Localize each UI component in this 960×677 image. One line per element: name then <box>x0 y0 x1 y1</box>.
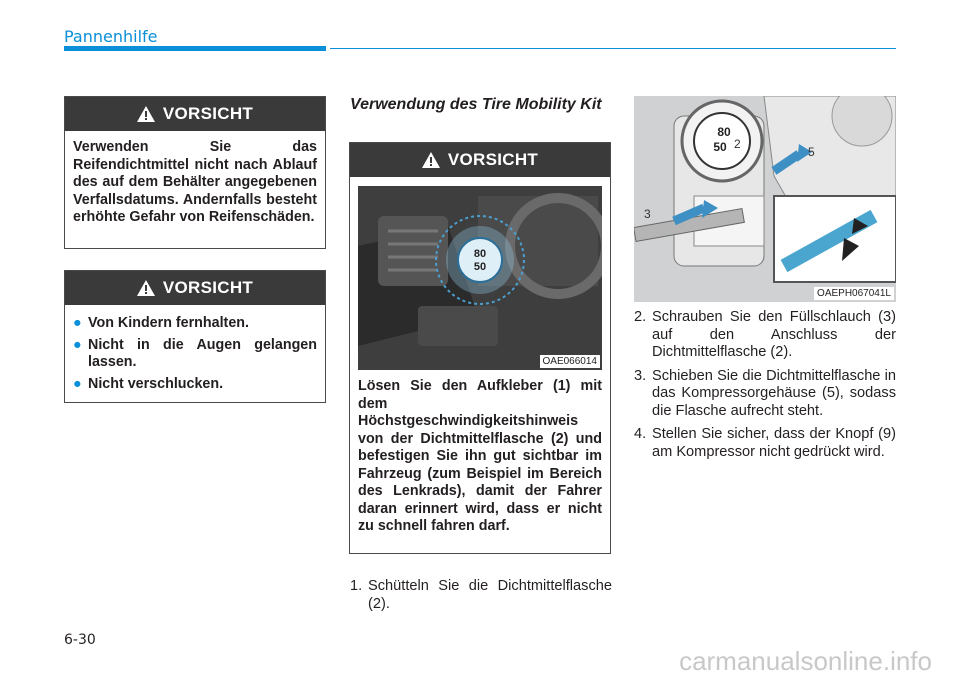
caution-title: VORSICHT <box>162 278 254 297</box>
list-item: ● Nicht in die Augen gelangen lassen. <box>73 336 317 370</box>
compressor-figure <box>634 96 896 302</box>
list-item: ● Von Kindern fernhalten. <box>73 315 249 331</box>
bullet-icon: ● <box>73 375 82 392</box>
callout-number: 5 <box>808 145 815 159</box>
list-item <box>634 309 896 362</box>
step-number: 2. <box>634 309 647 325</box>
section-title: Pannenhilfe <box>64 27 158 46</box>
watermark: carmanualsonline.info <box>679 646 932 676</box>
sticker-value: 50 <box>473 261 487 273</box>
warning-icon <box>137 280 155 296</box>
figure-code: OAEPH067041L <box>814 287 894 300</box>
caution-text: Verwenden Sie das Reifendichtmittel nicht nach Ablauf des auf dem Behälter angegebenen Verfallsdatums. Andernfalls besteht erhöhte Gefahr von Reifenschäden. <box>73 139 317 225</box>
bullet-icon: ● <box>73 315 82 331</box>
compressor-illustration <box>634 96 896 302</box>
list-item: ● Nicht verschlucken. <box>73 375 224 392</box>
step-list-1 <box>350 578 612 619</box>
step-number: 1. <box>350 578 363 594</box>
subheading: Verwendung des Tire Mobility Kit <box>350 96 602 113</box>
warning-icon <box>422 152 440 168</box>
step-number: 3. <box>634 367 647 384</box>
caution-box-sticker <box>349 142 611 554</box>
caution-header <box>350 143 610 177</box>
caution-list <box>73 315 317 393</box>
callout-number: 3 <box>644 207 651 221</box>
dashboard-illustration <box>358 186 602 370</box>
caution-header <box>65 97 325 131</box>
step-number: 4. <box>634 426 647 442</box>
list-item <box>634 426 896 461</box>
step-text: Schieben Sie die Dichtmittelflasche in das Kompressorgehäuse (5), sodass die Flasche aufrecht steht. <box>652 367 896 419</box>
list-item <box>634 368 896 421</box>
caution-text: Lösen Sie den Aufkleber (1) mit dem Höchstgeschwindigkeitshinweis von der Dichtmittelflasche (2) und befestigen Sie ihn gut sichtbar im Fahrzeug (zum Beispiel im Bereich des Lenkrads), damit der Fahrer daran erinnert wird, dass er nicht zu schnell fahren darf. <box>358 378 602 534</box>
page-number: 6-30 <box>64 632 96 648</box>
sticker-value: 80 <box>473 248 487 260</box>
caution-box-expiry <box>64 96 326 249</box>
bullet-icon: ● <box>73 336 82 353</box>
step-text: Schrauben Sie den Füllschlauch (3) auf den Anschluss der Dichtmittelflasche (2). <box>652 309 896 360</box>
caution-box-safety <box>64 270 326 403</box>
caution-title: VORSICHT <box>162 104 254 123</box>
header-rule-thin <box>330 48 896 49</box>
step-list-2 <box>634 309 896 467</box>
caution-title: VORSICHT <box>447 150 539 169</box>
step-text: Schütteln Sie die Dichtmittelflasche (2). <box>368 578 612 612</box>
step-text: Stellen Sie sicher, dass der Knopf (9) am Kompressor nicht gedrückt wird. <box>652 426 896 460</box>
dial-value: 50 <box>713 140 727 154</box>
warning-icon <box>137 106 155 122</box>
header-rule-thick <box>64 46 326 51</box>
dial-value: 80 <box>717 125 731 139</box>
callout-number: 2 <box>734 137 741 151</box>
figure-code: OAE066014 <box>540 355 601 368</box>
dashboard-sticker-figure <box>358 186 602 370</box>
list-item <box>350 578 612 613</box>
caution-header <box>65 271 325 305</box>
